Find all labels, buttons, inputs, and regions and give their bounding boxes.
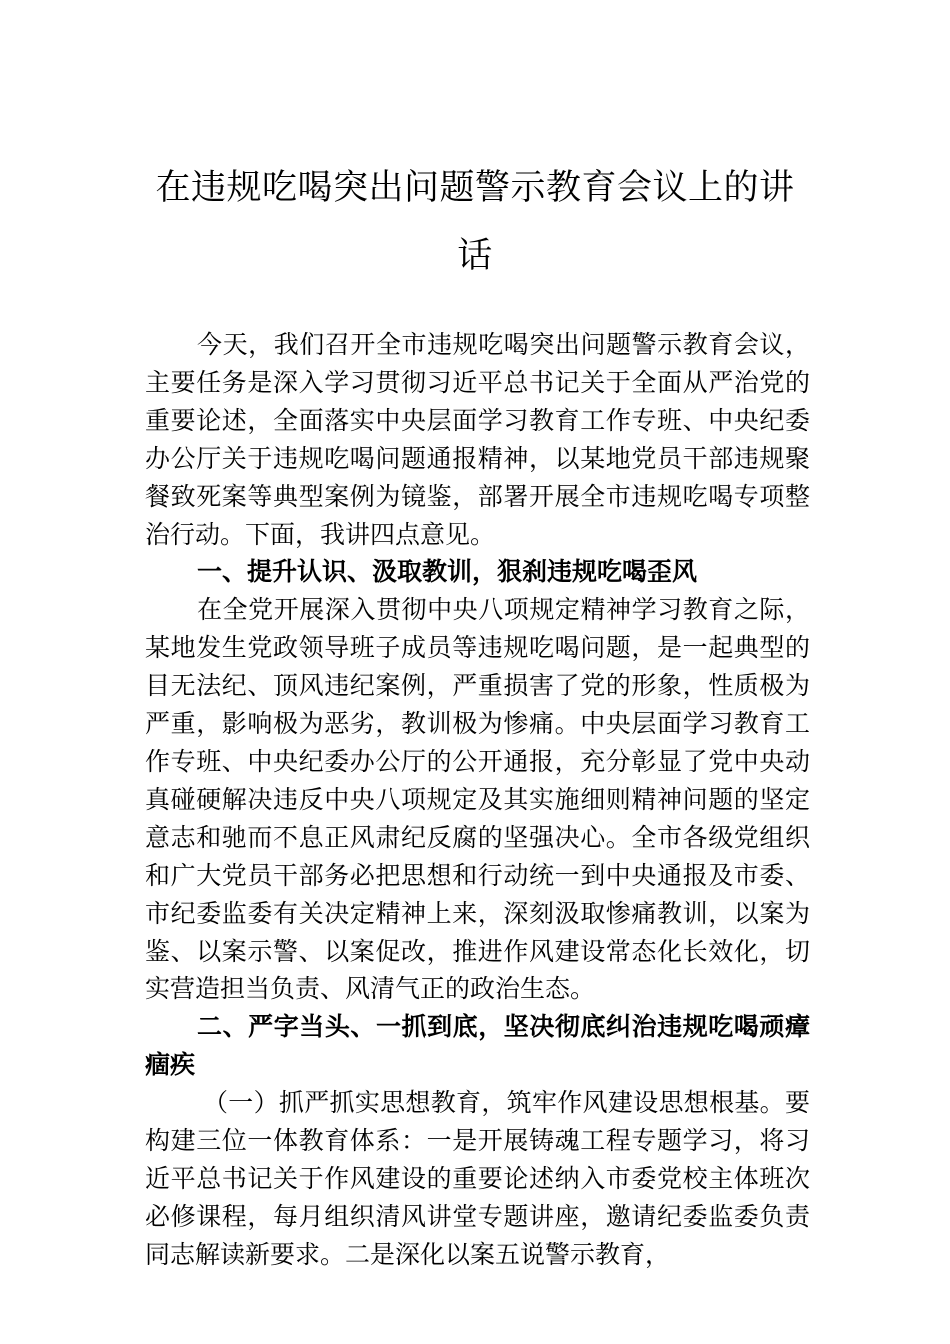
paragraph-subsection-1: （一）抓严抓实思想教育，筑牢作风建设思想根基。要构建三位一体教育体系：一是开展铸魂工程专题学习，将习近平总书记关于作风建设的重要论述纳入市委党校主体班次必修课程，每月组织清风讲堂专题讲座，邀请纪委监委负责同志解读新要求。二是深化以案五说警示教育， [145,1088,810,1269]
paragraph-intro: 今天，我们召开全市违规吃喝突出问题警示教育会议，主要任务是深入学习贯彻习近平总书记关于全面从严治党的重要论述，全面落实中央层面学习教育工作专班、中央纪委办公厅关于违规吃喝问题通报精神，以某地党员干部违规聚餐致死案等典型案例为镜鉴，部署开展全市违规吃喝专项整治行动。下面，我讲四点意见。 [145,330,810,549]
section-heading-2: 二、严字当头、一抓到底，坚决彻底纠治违规吃喝顽瘴痼疾 [145,1012,810,1080]
paragraph-section-1: 在全党开展深入贯彻中央八项规定精神学习教育之际，某地发生党政领导班子成员等违规吃喝问题，是一起典型的目无法纪、顶风违纪案例，严重损害了党的形象，性质极为严重，影响极为恶劣，教训极为惨痛。中央层面学习教育工作专班、中央纪委办公厅的公开通报，充分彰显了党中央动真碰硬解决违反中央八项规定及其实施细则精神问题的坚定意志和驰而不息正风肃纪反腐的坚强决心。全市各级党组织和广大党员干部务必把思想和行动统一到中央通报及市委、市纪委监委有关决定精神上来，深刻汲取惨痛教训，以案为鉴、以案示警、以案促改，推进作风建设常态化长效化，切实营造担当负责、风清气正的政治生态。 [145,595,810,1004]
document-body [145,326,810,1274]
document-title-line-1: 在违规吃喝突出问题警示教育会议上的讲 [155,168,795,208]
document-title-line-2: 话 [457,236,493,276]
section-heading-1: 一、提升认识、汲取教训，狠刹违规吃喝歪风 [197,557,698,587]
